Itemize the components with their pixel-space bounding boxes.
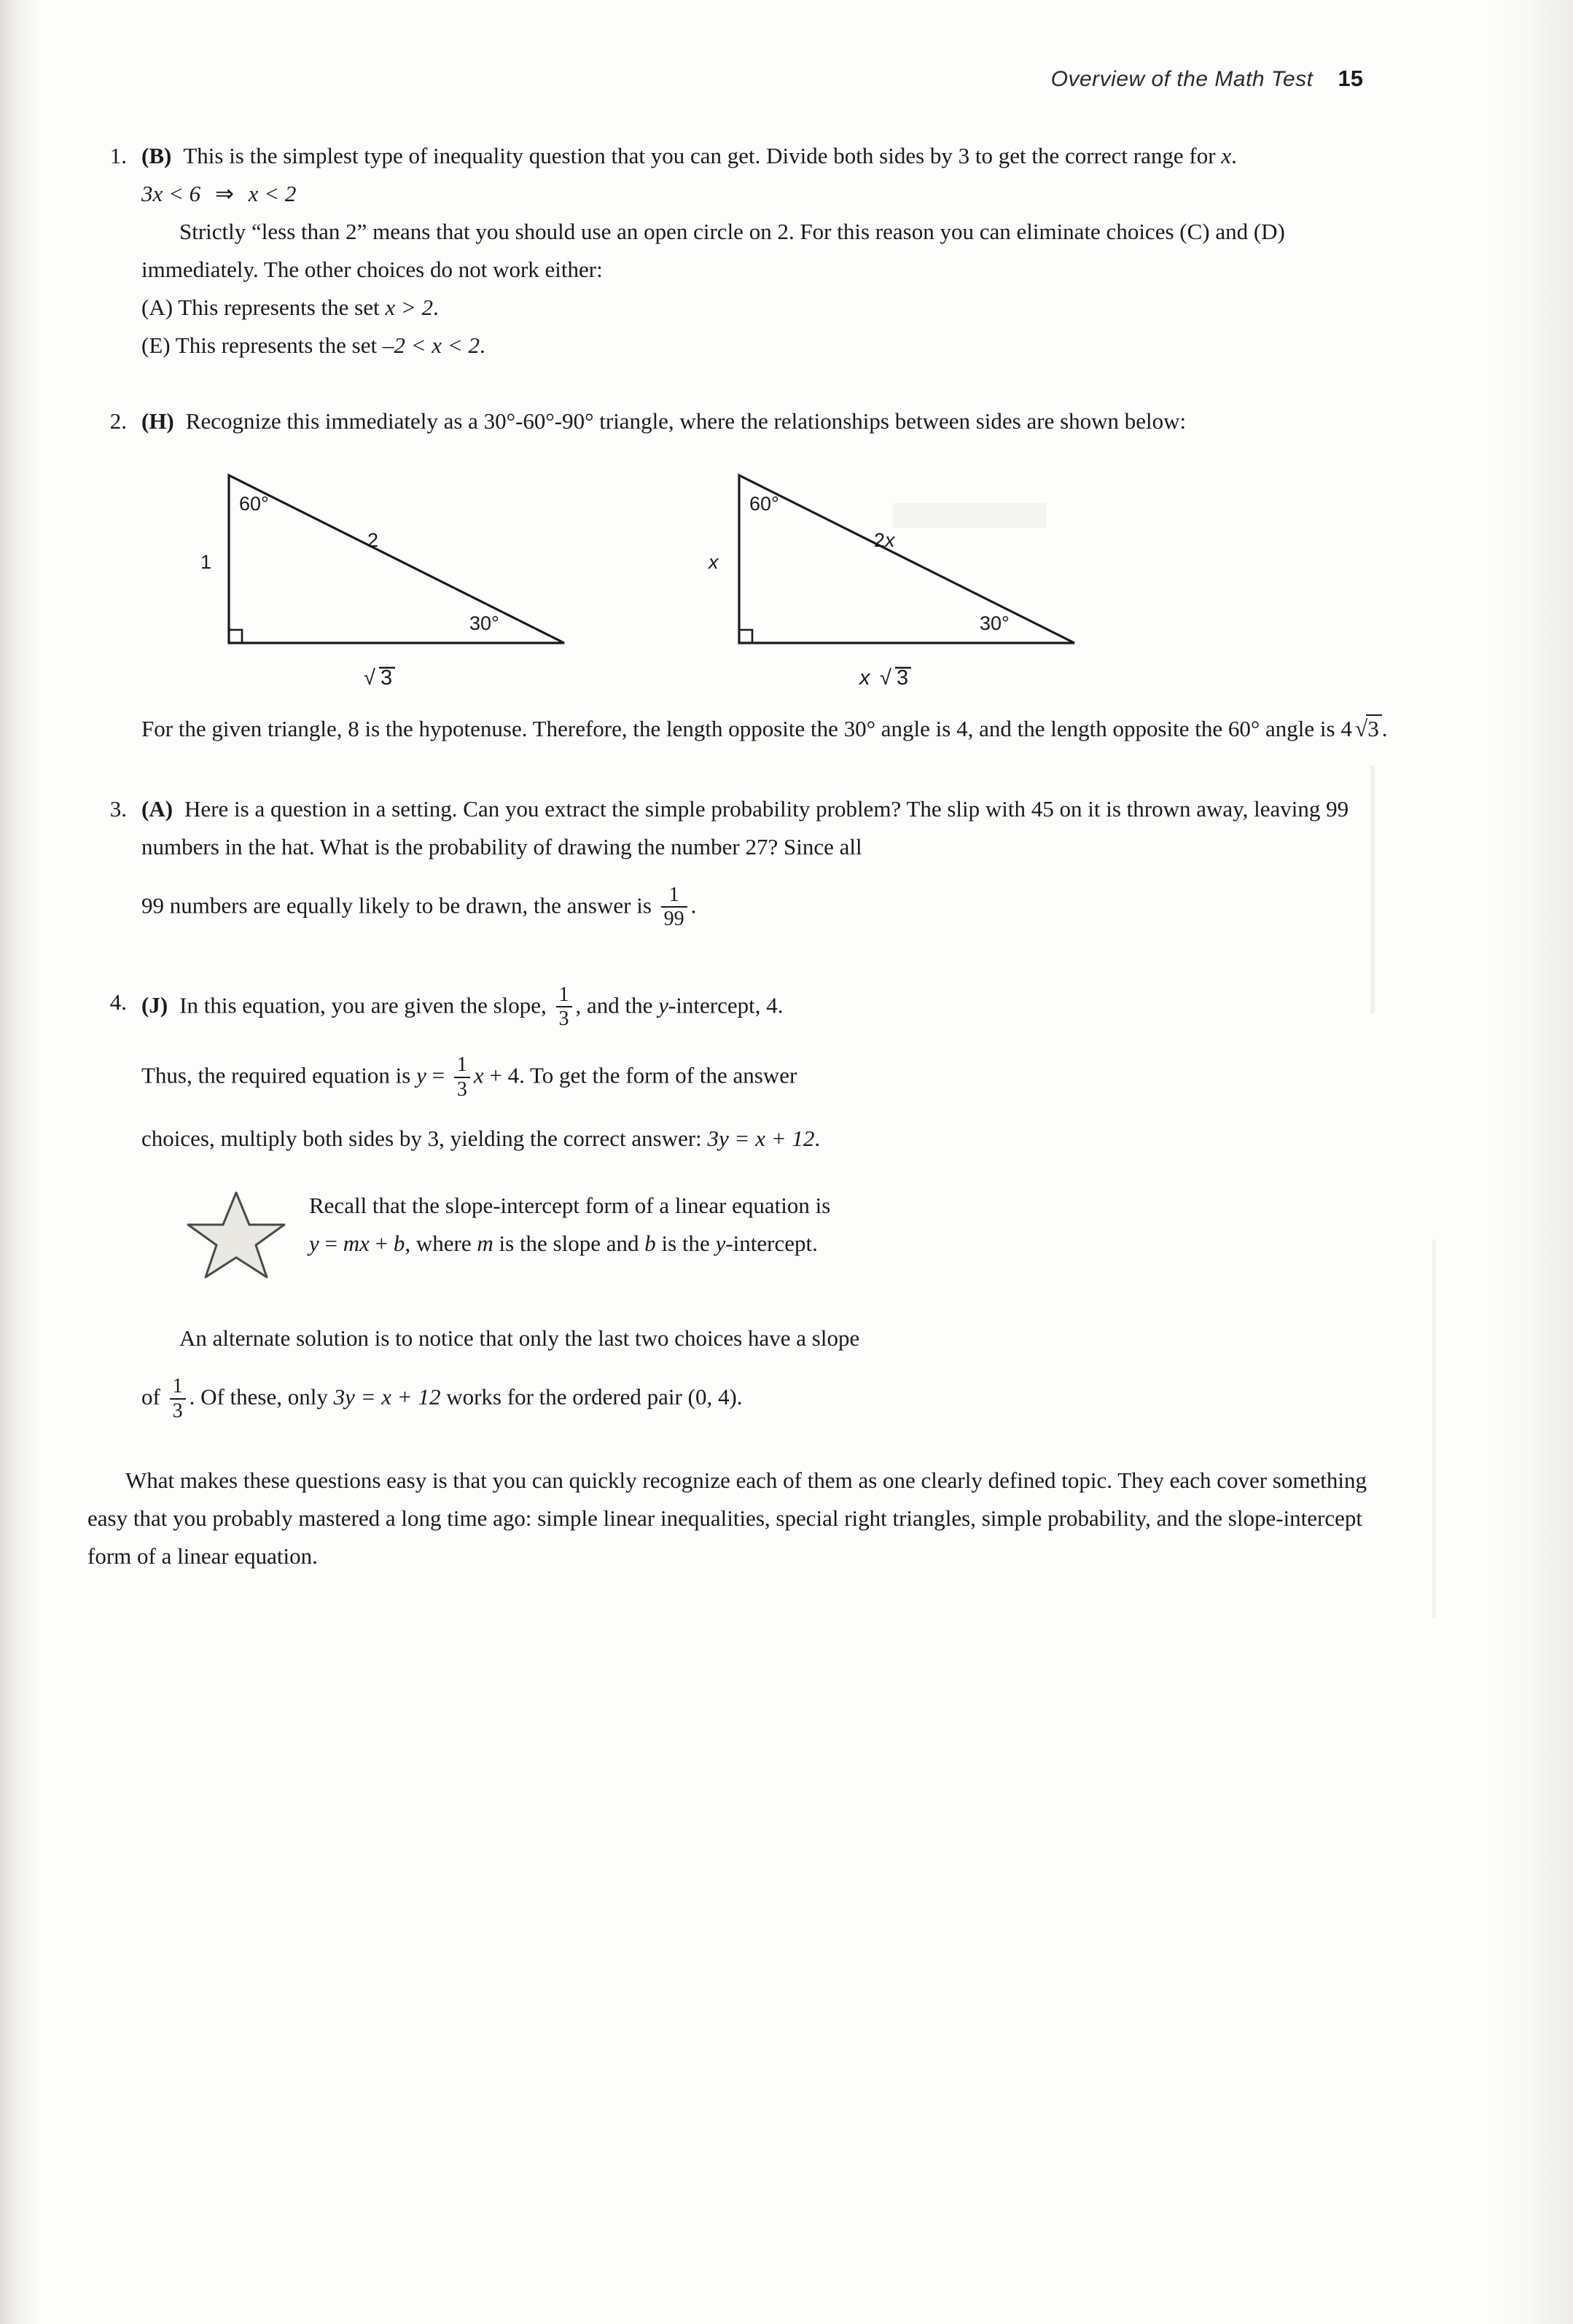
tip-rest2: is the slope and: [493, 1231, 645, 1257]
equation-slope-fraction: [454, 1053, 470, 1101]
item-4-text-1a: In this equation, you are given the slope,: [179, 992, 553, 1018]
answer-choice-label: (B): [141, 143, 172, 168]
item-4-alt-equation: 3y = x + 12: [333, 1384, 441, 1410]
tip-rest4: -intercept.: [725, 1231, 818, 1257]
slope-fraction: [556, 983, 572, 1031]
tip-callout: [185, 1182, 1392, 1292]
svg-text:3: 3: [897, 666, 909, 690]
item-4-paragraph-5: [141, 1375, 1392, 1422]
item-3-text-2a: 99 numbers are equally likely to be drawn, the answer is: [141, 892, 657, 919]
answer-choice-label: (H): [141, 408, 174, 434]
tip-y2: y: [715, 1231, 726, 1257]
fraction-denominator: 99: [661, 906, 687, 930]
choice-a-end: .: [433, 295, 439, 320]
item-1-equation: [141, 175, 1392, 213]
choice-a-math: x > 2: [385, 295, 433, 320]
radicand: 3: [1366, 714, 1382, 741]
item-4-text-1c: -intercept, 4.: [668, 992, 784, 1018]
item-4-text-3a: choices, multiply both sides by 3, yielding the correct answer:: [141, 1126, 708, 1152]
triangle-right-angle-top: 60°: [749, 493, 779, 515]
triangle-right-side-vertical: x: [709, 551, 719, 573]
item-4-paragraph-4: An alternate solution is to notice that only the last two choices have a slope: [179, 1325, 860, 1352]
triangle-right-angle-bottom: 30°: [980, 612, 1010, 634]
triangle-left-angle-bottom: 30°: [469, 612, 499, 634]
radical-sign-icon: √: [1354, 716, 1368, 741]
tip-mx: mx: [343, 1231, 370, 1257]
tip-line-1: Recall that the slope-intercept form of a linear equation is: [309, 1193, 831, 1219]
item-4-text-5a: of: [141, 1384, 166, 1410]
tip-m: m: [477, 1231, 493, 1257]
tip-b: b: [393, 1231, 405, 1257]
choice-e-end: .: [479, 332, 485, 358]
item-1-choice-a: [141, 289, 1392, 327]
item-4-text-5b: . Of these, only: [189, 1384, 334, 1410]
star-icon-wrapper: [185, 1182, 309, 1292]
tip-y: y: [309, 1231, 319, 1257]
triangle-right: [739, 475, 1074, 643]
tip-b2: b: [644, 1231, 656, 1257]
page-content: [87, 66, 1392, 1575]
tip-line-2: [309, 1225, 830, 1263]
item-number: 2.: [109, 408, 127, 434]
item-2-paragraph-2: [141, 710, 1392, 748]
equation-y: y: [416, 1063, 426, 1088]
choice-e-text: (E) This represents the set: [141, 332, 383, 358]
item-number: 4.: [109, 989, 127, 1015]
item-number: 3.: [109, 796, 127, 822]
svg-text:√: √: [364, 666, 375, 690]
sqrt-3-inline: [1352, 710, 1382, 748]
solution-item-3: [87, 790, 1392, 931]
fraction-numerator: 1: [456, 1053, 467, 1077]
tip-rest3: is the: [655, 1231, 716, 1257]
item-4-paragraph-1: [141, 983, 1392, 1031]
item-3-paragraph-2: [141, 884, 1392, 931]
fraction-denominator: 3: [556, 1006, 572, 1030]
triangle-left-side-vertical: 1: [200, 551, 212, 573]
item-4-paragraph-2: [141, 1053, 1392, 1101]
item-body: [141, 402, 1392, 748]
triangle-left-angle-top: 60°: [239, 493, 269, 515]
item-4-text-2b: + 4. To get the form of the answer: [483, 1063, 797, 1088]
item-1-paragraph-2: Strictly “less than 2” means that you should use an open circle on 2. For this reason you can eliminate choices (C) and (D) immediately. The other choices do not work either:: [141, 219, 1285, 282]
triangle-left-side-base: [364, 666, 395, 690]
equation-left: 3x < 6: [141, 181, 201, 206]
closing-text: What makes these questions easy is that you can quickly recognize each of them as one clearly defined topic. They each cover something easy that you probably mastered a long time ago: simple linear inequalities, special right triangles, simple probability, and the slope-intercept form of a linear equation.: [87, 1467, 1367, 1569]
scan-edge-left: [0, 0, 42, 2324]
equation-equals: =: [426, 1063, 450, 1088]
item-4-text-5c: works for the ordered pair (0, 4).: [440, 1384, 743, 1410]
item-2-text-2b: .: [1381, 716, 1388, 741]
solution-item-2: [87, 402, 1392, 748]
fraction-numerator: 1: [558, 983, 569, 1006]
item-4-text-3b: .: [814, 1126, 821, 1152]
item-2-text-1: Recognize this immediately as a 30°-60°-90° triangle, where the relationships between sides are shown below:: [185, 408, 1187, 434]
fraction-numerator: 1: [668, 884, 679, 906]
tip-text: [309, 1182, 830, 1263]
item-1-paragraph-1: [141, 137, 1392, 175]
tip-rest: , where: [405, 1231, 477, 1257]
fraction-denominator: 3: [454, 1077, 470, 1101]
item-1-text-1: This is the simplest type of inequality question that you can get. Divide both sides by 3 to get the correct range for: [183, 143, 1222, 168]
choice-e-math: –2 < x < 2: [382, 332, 480, 358]
triangle-right-side-hypotenuse: 2x: [874, 529, 895, 551]
triangle-left-side-hypotenuse: 2: [367, 529, 379, 551]
triangle-right-side-base: [858, 666, 911, 690]
tip-eq: =: [319, 1231, 343, 1257]
item-1-variable-x: x: [1221, 143, 1232, 168]
special-right-triangles-figure: [185, 461, 1392, 701]
star-icon: [185, 1185, 287, 1280]
equation-right: x < 2: [248, 181, 297, 206]
answer-choice-label: (J): [141, 992, 168, 1018]
item-3-text-1: Here is a question in a setting. Can you extract the simple probability problem? The slip with 45 on it is thrown away, leaving 99 numbers in the hat. What is the probability of drawing the number 27? Since all: [141, 796, 1349, 859]
page-number: 15: [1338, 66, 1363, 91]
item-4-text-2a: Thus, the required equation is: [141, 1063, 417, 1088]
running-head: [87, 66, 1392, 92]
item-body: [141, 790, 1392, 931]
item-2-text-2a: For the given triangle, 8 is the hypotenuse. Therefore, the length opposite the 30° angle is 4, and the length opposite the 60° angle is 4: [141, 716, 1352, 741]
solution-item-4: [87, 983, 1392, 1422]
tip-plus: +: [369, 1231, 394, 1257]
item-3-paragraph-1: [141, 790, 1392, 866]
item-3-text-2b: .: [690, 892, 697, 919]
item-number: 1.: [109, 143, 127, 168]
solution-item-1: [87, 137, 1392, 364]
triangle-left: [229, 475, 564, 643]
alt-slope-fraction: [170, 1375, 186, 1422]
item-body: [141, 983, 1392, 1422]
item-4-text-1b: , and the: [575, 992, 659, 1018]
scan-edge-right: [1486, 0, 1573, 2324]
item-2-paragraph-1: [141, 402, 1392, 440]
probability-fraction: [661, 884, 687, 931]
svg-text:3: 3: [380, 666, 393, 690]
scan-artifact-3: [1432, 1239, 1436, 1618]
choice-a-text: (A) This represents the set: [141, 295, 386, 320]
item-4-variable-y: y: [658, 992, 668, 1018]
implies-icon: ⇒: [214, 181, 234, 206]
closing-paragraph: [87, 1462, 1392, 1575]
item-4-answer-equation: 3y = x + 12: [707, 1126, 815, 1152]
item-body: [141, 137, 1392, 364]
equation-x: x: [473, 1063, 484, 1088]
running-head-title: Overview of the Math Test: [1050, 67, 1314, 91]
item-4-paragraph-3: [141, 1120, 1392, 1158]
fraction-numerator: 1: [172, 1375, 183, 1398]
svg-text:x: x: [859, 666, 870, 690]
answer-choice-label: (A): [141, 796, 173, 822]
triangles-svg: [185, 461, 1220, 694]
fraction-denominator: 3: [170, 1398, 186, 1422]
svg-text:√: √: [880, 666, 891, 690]
item-1-text-1-end: .: [1231, 143, 1237, 168]
item-1-choice-e: [141, 327, 1392, 364]
